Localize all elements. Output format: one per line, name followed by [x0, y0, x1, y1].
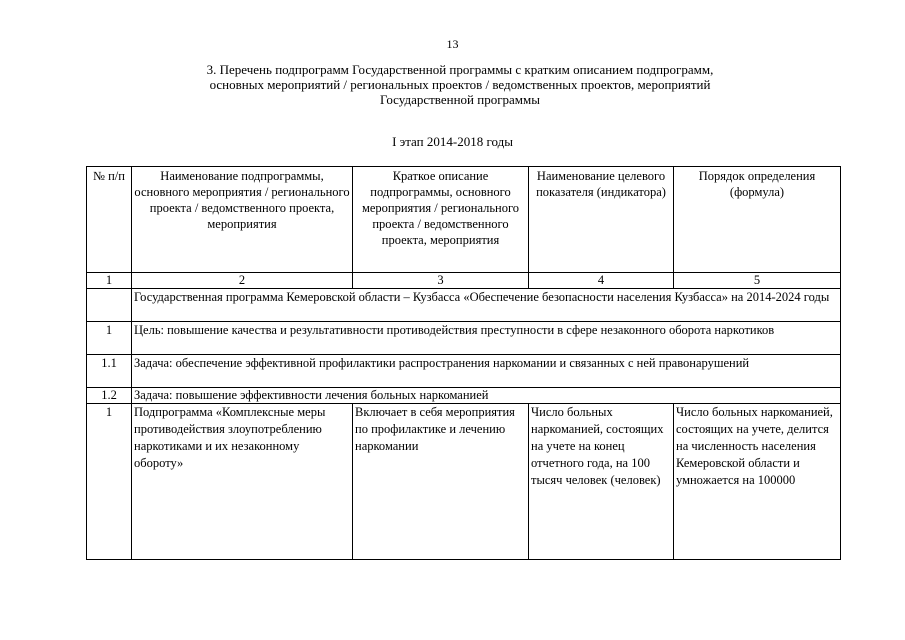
row-num: 1 — [87, 404, 132, 560]
header-description: Краткое описание подпрограммы, основного мероприятия / регионального проекта / ведомственного проекта, мероприятия — [353, 167, 529, 273]
heading-line-3: Государственной программы — [379, 92, 540, 107]
header-indicator: Наименование целевого показателя (индикатора) — [529, 167, 674, 273]
subprograms-table — [86, 166, 841, 560]
column-number: 2 — [132, 273, 353, 289]
task-text: Задача: обеспечение эффективной профилактики распространения наркомании и связанных с ней правонарушений — [132, 355, 841, 388]
row-num — [87, 289, 132, 322]
goal-row — [87, 322, 841, 355]
section-heading — [110, 62, 810, 107]
program-title: Государственная программа Кемеровской области – Кузбасса «Обеспечение безопасности населения Кузбасса» на 2014-2024 годы — [132, 289, 841, 322]
goal-text: Цель: повышение качества и результативности противодействия преступности в сфере незаконного оборота наркотиков — [132, 322, 841, 355]
task-row — [87, 355, 841, 388]
subprogram-indicator: Число больных наркоманией, состоящих на учете на конец отчетного года, на 100 тысяч человек (человек) — [529, 404, 674, 560]
subprogram-formula: Число больных наркоманией, состоящих на учете, делится на численность населения Кемеровской области и умножается на 100000 — [674, 404, 841, 560]
heading-line-1: 3. Перечень подпрограмм Государственной программы с кратким описанием подпрограмм, — [206, 62, 714, 77]
subprogram-name: Подпрограмма «Комплексные меры противодействия злоупотреблению наркотиками и их незаконному обороту» — [132, 404, 353, 560]
header-num: № п/п — [87, 167, 132, 273]
table-header-row — [87, 167, 841, 273]
row-num: 1 — [87, 322, 132, 355]
program-row — [87, 289, 841, 322]
row-num: 1.2 — [87, 388, 132, 404]
row-num: 1.1 — [87, 355, 132, 388]
column-number: 4 — [529, 273, 674, 289]
column-number: 5 — [674, 273, 841, 289]
column-numbers-row — [87, 273, 841, 289]
subprogram-description: Включает в себя мероприятия по профилактике и лечению наркомании — [353, 404, 529, 560]
stage-title: I этап 2014-2018 годы — [392, 134, 513, 149]
task-text: Задача: повышение эффективности лечения больных наркоманией — [132, 388, 841, 404]
header-formula: Порядок определения (формула) — [674, 167, 841, 273]
heading-line-2: основных мероприятий / региональных проектов / ведомственных проектов, мероприятий — [209, 77, 711, 92]
column-number: 1 — [87, 273, 132, 289]
task-row — [87, 388, 841, 404]
subprogram-row — [87, 404, 841, 560]
header-name: Наименование подпрограммы, основного мероприятия / регионального проекта / ведомственного проекта, мероприятия — [132, 167, 353, 273]
column-number: 3 — [353, 273, 529, 289]
page-number: 13 — [446, 37, 459, 51]
